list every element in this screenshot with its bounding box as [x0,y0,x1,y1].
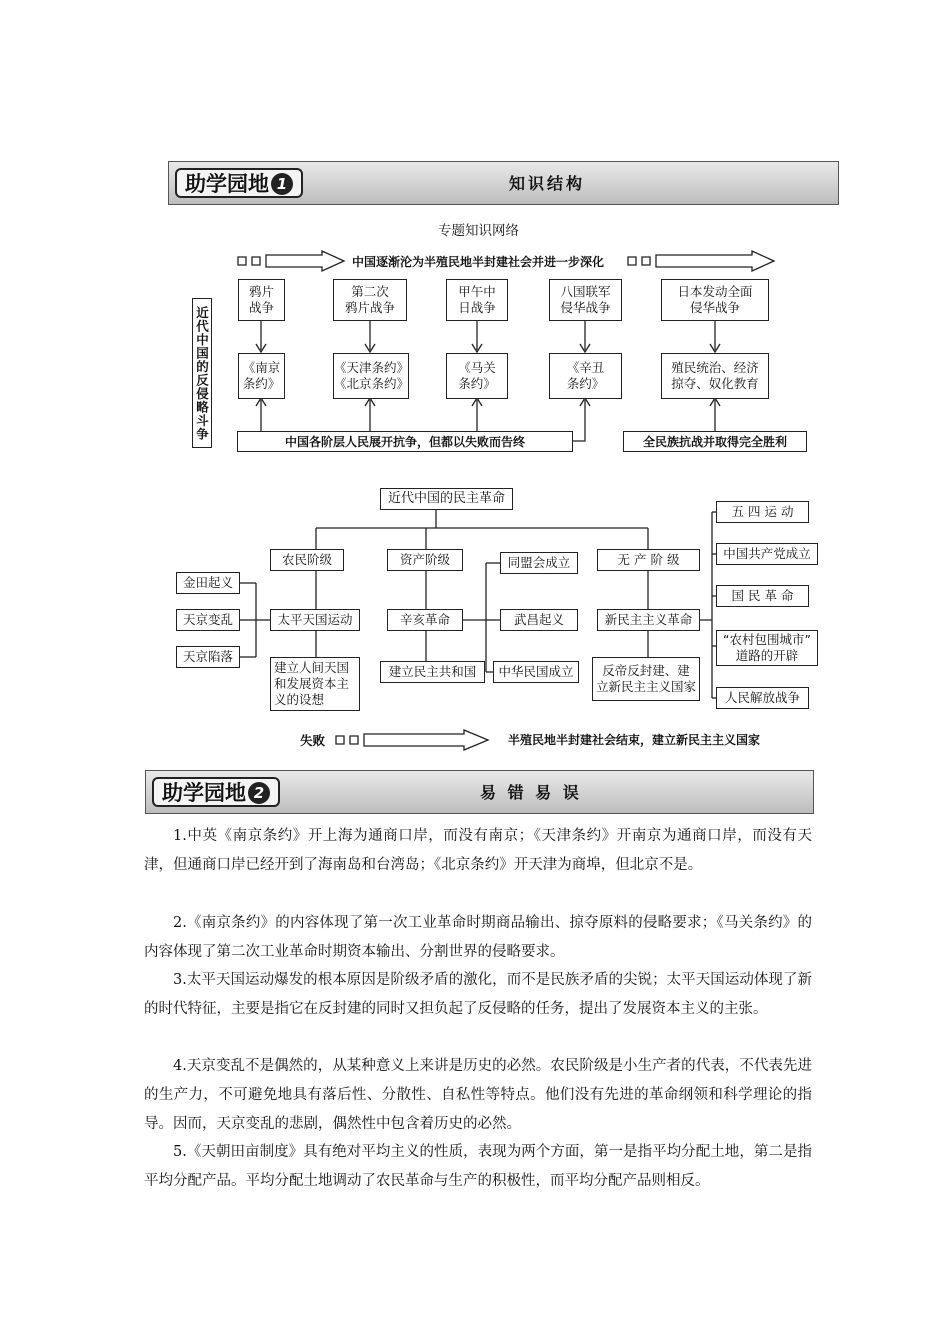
badge-label: 助学园地 [185,172,269,196]
end-label: 半殖民地半封建社会结束，建立新民主主义国家 [508,733,761,747]
treaty-line: 条约》 [458,376,496,391]
result-new-democratic [592,657,700,701]
result-line: 立新民主主义国家 [595,679,696,694]
top-arrow-label: 中国逐渐沦为半殖民地半封建社会并进一步深化 [352,255,605,269]
event-wuchang-uprising: 武昌起义 [500,609,578,631]
war-line: 侵华战争 [560,300,611,315]
treaty-line: 条约》 [242,376,281,391]
war-line: 日本发动全面 [677,284,753,299]
event-roc-founded: 中华民国成立 [493,661,579,683]
event-line: “农村包围城市” [723,632,811,647]
section-title: 易 错 易 误 [480,783,582,802]
event-tianjing-incident: 天京变乱 [176,609,240,631]
badge-label: 助学园地 [162,781,246,805]
treaty-line: 《辛丑 [566,360,605,375]
movement-xinhai: 辛亥革命 [387,609,463,631]
class-box-bourgeois: 资产阶级 [387,549,463,571]
section-banner-common-errors [145,770,814,814]
section-title: 知识结构 [509,174,586,193]
war-line: 甲午中 [458,284,496,299]
event-tianjing-fall: 天京陷落 [176,646,240,668]
result-line: 建立人间天国 [274,660,350,675]
result-line: 反帝反封建、建 [602,663,690,678]
war-line: 鸦片 [248,284,274,299]
event-ccp-founded: 中国共产党成立 [716,543,818,565]
result-line: 义的设想 [274,692,325,707]
event-national-revolution: 国 民 革 命 [716,585,809,607]
section-badge [152,777,280,807]
war-line: 鸦片战争 [344,300,395,315]
result-republic: 建立民主共和国 [380,661,485,683]
war-line: 日战争 [458,300,496,315]
result-line: 和发展资本主 [274,676,350,691]
paragraph-2: 2.《南京条约》的内容体现了第一次工业革命时期商品输出、掠夺原料的侵略要求；《马关条约》的内容体现了第二次工业革命时期资本输出、分割世界的侵略要求。 [144,915,812,960]
paragraph-4: 4.天京变乱不是偶然的，从某种意义上来讲是历史的必然。农民阶级是小生产者的代表，不代表先进的生产力，不可避免地具有落后性、分散性、自私性等特点。他们没有先进的革命纲领和科学理论的指导。因而，天京变乱的悲剧，偶然性中包含着历史的必然。 [144,1058,812,1132]
war-line: 战争 [248,300,274,315]
class-box-proletariat: 无 产 阶 级 [597,549,700,571]
diagram-caption: 专题知识网络 [438,223,519,239]
treaty-line: 条约》 [566,376,605,391]
event-rural-encircle [716,630,818,666]
result-taiping [270,657,360,711]
side-label-text: 近代中国的反侵略斗争 [194,305,210,441]
paragraph-1: 1.中英《南京条约》开上海为通商口岸，而没有南京；《天津条约》开南京为通商口岸，而没有天津，但通商口岸已经开到了海南岛和台湾岛；《北京条约》开天津为商埠，但北京不是。 [144,828,812,873]
event-jintian-uprising: 金田起义 [176,572,240,594]
root-democratic-revolution: 近代中国的民主革命 [380,488,513,510]
event-liberation-war: 人民解放战争 [716,687,809,709]
event-tongmenghui: 同盟会成立 [500,552,578,574]
fail-label: 失败 [300,733,326,748]
paragraph-5: 5.《天朝田亩制度》具有绝对平均主义的性质，表现为两个方面，第一是指平均分配土地，第二是指平均分配产品。平均分配土地调动了农民革命与生产的积极性，而平均分配产品则相反。 [144,1144,812,1189]
movement-taiping: 太平天国运动 [270,609,360,631]
class-box-peasant: 农民阶级 [270,549,344,571]
treaty-line: 掠夺、奴化教育 [671,376,759,391]
badge-number: 1 [271,173,293,195]
treaty-line: 《马关 [458,360,496,375]
treaty-line: 《北京条约》 [334,376,410,391]
victory-box: 全民族抗战并取得完全胜利 [623,431,807,452]
treaty-line: 《天津条约》 [334,360,410,375]
war-line: 侵华战争 [689,300,740,315]
war-line: 八国联军 [560,284,611,299]
war-line: 第二次 [351,284,389,299]
resistance-box: 中国各阶层人民展开抗争，但都以失败而告终 [237,431,573,452]
movement-new-democratic: 新民主主义革命 [597,609,700,631]
treaty-line: 《南京 [242,360,281,375]
treaty-line: 殖民统治、经济 [671,360,759,375]
event-line: 道路的开辟 [735,648,799,663]
event-may-fourth: 五 四 运 动 [716,501,809,523]
paragraph-3: 3.太平天国运动爆发的根本原因是阶级矛盾的激化，而不是民族矛盾的尖锐；太平天国运动体现了新的时代特征，主要是指它在反封建的同时又担负起了反侵略的任务，提出了发展资本主义的主张。 [144,972,812,1017]
badge-number: 2 [248,782,270,804]
